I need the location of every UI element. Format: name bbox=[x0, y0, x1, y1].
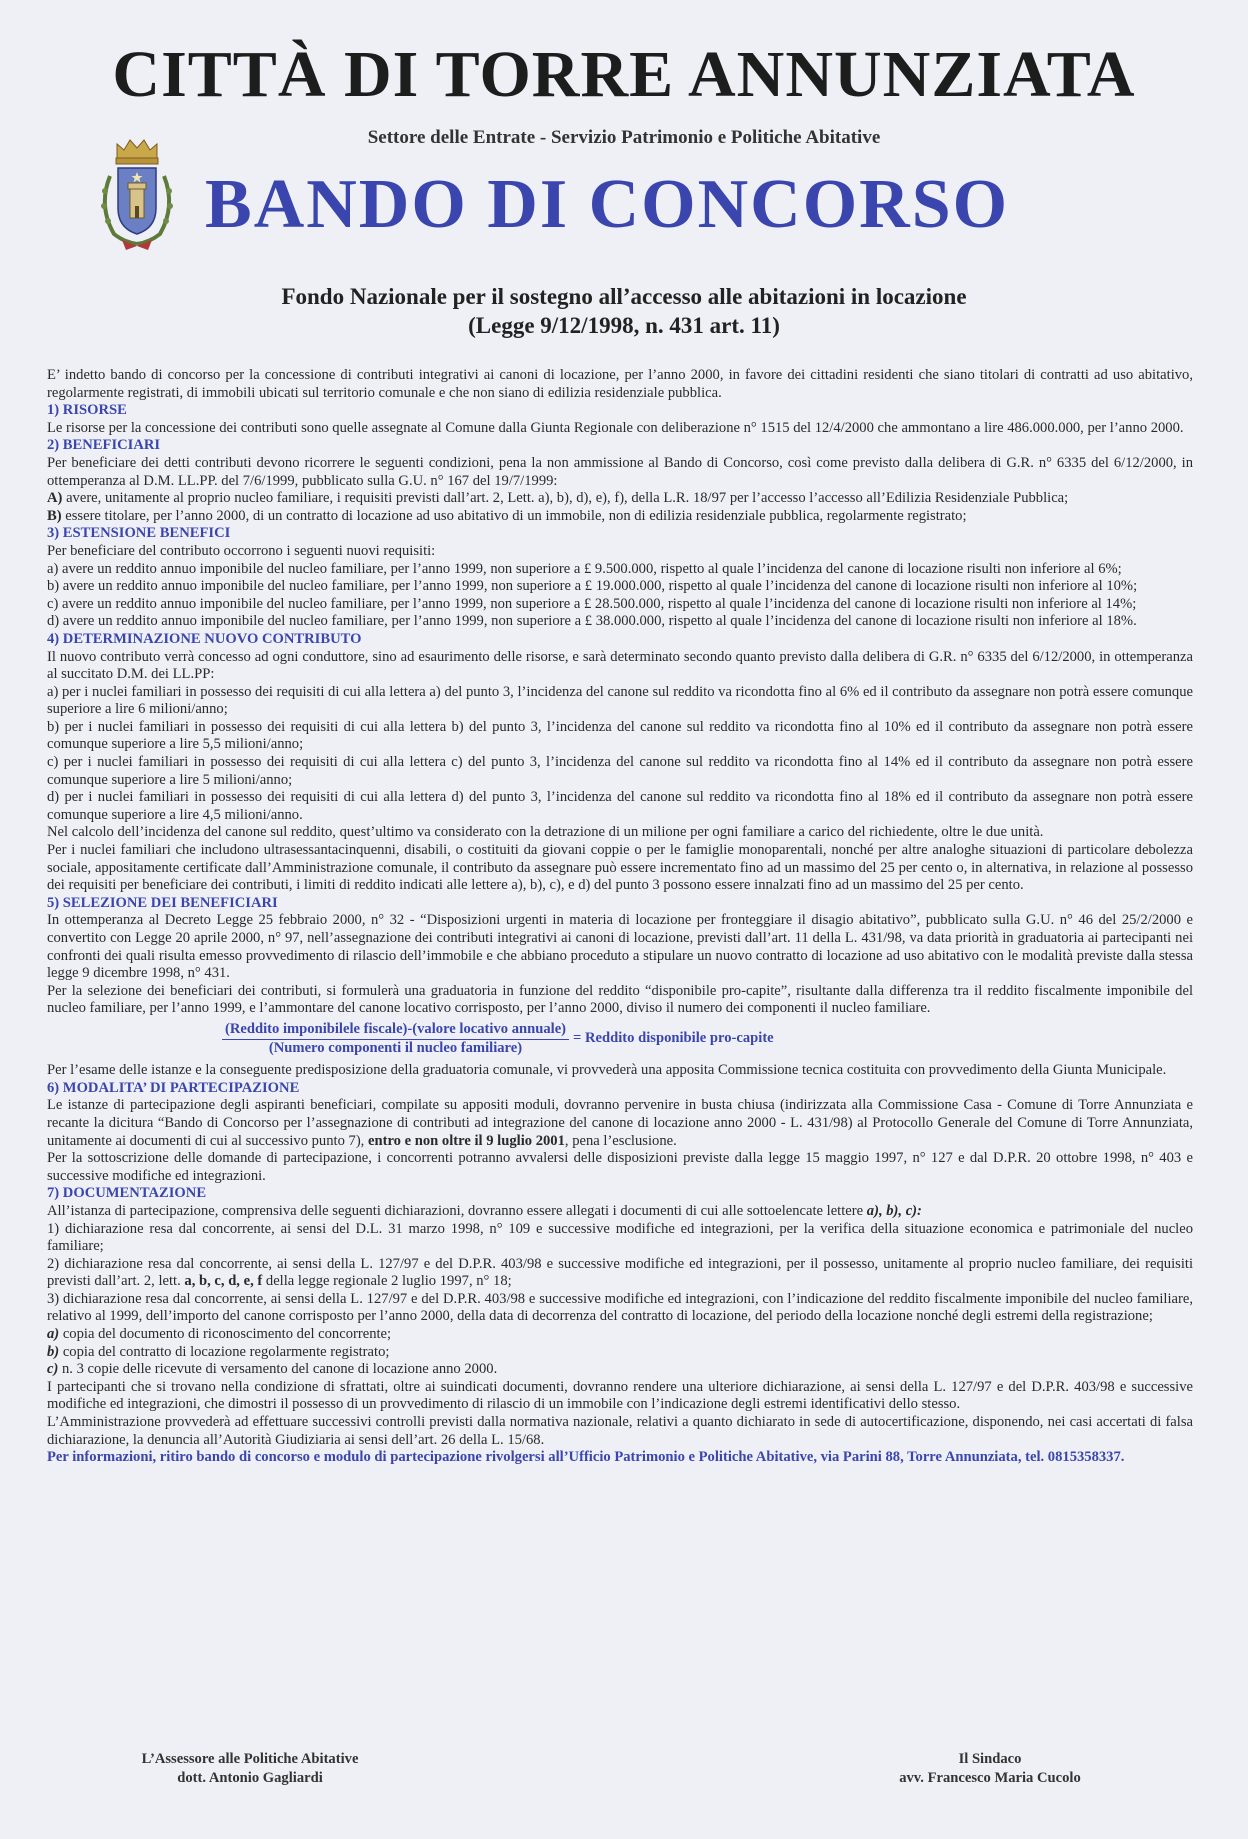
declaration-2-text-b: della legge regionale 2 luglio 1997, n° 18; bbox=[265, 1273, 512, 1290]
section-title-determinazione: 4) DETERMINAZIONE NUOVO CONTRIBUTO bbox=[47, 630, 362, 647]
sfratto-paragraph: I partecipanti che si trovano nella condizione di sfrattati, oltre ai suindicati documenti, dovranno rendere una ulteriore dichiarazione, ai sensi della L. 127/97 e del D.P.R. 403/98 e successive modifiche ed integrazioni, che dimostri il possesso di un provvedimento di rilascio di un immobile con l’indicazione degli estremi identificativi dello stesso. bbox=[47, 1378, 1193, 1413]
formula-numerator: (Reddito imponibilele fiscale)-(valore locativo annuale) bbox=[222, 1021, 569, 1040]
formula-fraction bbox=[222, 1021, 569, 1057]
sindaco-signature bbox=[840, 1750, 1140, 1788]
notice-type-title: BANDO DI CONCORSO bbox=[205, 166, 1010, 243]
controlli-paragraph: L’Amministrazione provvederà ad effettuare successivi controlli previsti dalla normativa nazionale, relativi a quanto dichiarato in sede di autocertificazione, disponendo, nei casi accertati di falsa dichiarazione, la denuncia all’Autorità Giudiziaria ai sensi dell’art. 26 della L. 15/68. bbox=[47, 1414, 1193, 1448]
document-item-b-text: copia del contratto di locazione regolarmente registrato; bbox=[62, 1343, 390, 1360]
beneficiari-text: Per beneficiare dei detti contributi devono ricorrere le seguenti condizioni, pena la non ammissione al Bando di Concorso, così come previsto dalla delibera di G.R. n° 6335 del 6/12/2000, in ottemperanza al D.M. LL.PP. del 7/6/1999, pubblicato sulla G.U. n° 167 del 19/7/1999: bbox=[47, 454, 1193, 489]
condition-a-text: avere, unitamente al proprio nucleo familiare, i requisiti previsti dall’art. 2, Lett. a), b), d), e), f), della L.R. 18/97 per l’accesso l’accesso all’Edilizia Residenziale Pubblica; bbox=[66, 490, 1069, 507]
list-item: c) avere un reddito annuo imponibile del nucleo familiare, per l’anno 1999, non superiore a £ 28.500.000, rispetto al quale l’incidenza del canone di locazione risulti non inferiore al 14%; bbox=[47, 595, 1137, 612]
beneficiari-condition-a bbox=[47, 490, 1193, 508]
contact-info: Per informazioni, ritiro bando di concorso e modulo di partecipazione rivolgersi all’Ufficio Patrimonio e Politiche Abitative, via Parini 88, Torre Annunziata, tel. 0815358337. bbox=[47, 1449, 1125, 1466]
modalita-paragraph-1 bbox=[47, 1097, 1193, 1150]
document-item-c-text: n. 3 copie delle ricevute di versamento del canone di locazione anno 2000. bbox=[62, 1361, 498, 1378]
document-item-b-label: b) bbox=[47, 1343, 60, 1360]
declaration-1: 1) dichiarazione resa dal concorrente, ai sensi del D.L. 31 marzo 1998, n° 109 e successive modifiche ed integrazioni, per la verifica della situazione economica e patrimoniale del nucleo familiare; bbox=[47, 1220, 1193, 1255]
beneficiari-condition-b bbox=[47, 508, 1193, 526]
document-item-a-text: copia del documento di riconoscimento del concorrente; bbox=[62, 1326, 392, 1343]
condition-b-label: B) bbox=[47, 507, 62, 524]
sindaco-name: avv. Francesco Maria Cucolo bbox=[899, 1770, 1081, 1786]
estensione-intro: Per beneficiare del contributo occorrono i seguenti nuovi requisiti: bbox=[47, 542, 436, 559]
department-subtitle: Settore delle Entrate - Servizio Patrimonio e Politiche Abitative bbox=[367, 127, 881, 148]
section-title-modalita: 6) MODALITA’ DI PARTECIPAZIONE bbox=[47, 1079, 300, 1096]
declaration-2 bbox=[47, 1256, 1193, 1291]
city-title: CITTÀ DI TORRE ANNUNZIATA bbox=[112, 38, 1136, 111]
intro-paragraph: E’ indetto bando di concorso per la concessione di contributi integrativi ai canoni di locazione, per l’anno 2000, in favore dei cittadini residenti che siano titolari di contratti ad uso abitativo, regolarmente registrati, di immobili ubicati sul territorio comunale e che non siano di edilizia residenziale pubblica. bbox=[47, 367, 1193, 401]
risorse-text: Le risorse per la concessione dei contributi sono quelle assegnate al Comune dalla Giunta Regionale con deliberazione n° 1515 del 12/4/2000 che ammontano a lire 486.000.000, per l’anno 2000. bbox=[47, 419, 1184, 436]
selezione-paragraph-3: Per l’esame delle istanze e la conseguente predisposizione della graduatoria comunale, vi provvederà una apposita Commissione tecnica costituita con provvedimento della Giunta Municipale. bbox=[47, 1062, 1167, 1079]
document-item-c-label: c) bbox=[47, 1361, 59, 1378]
modalita-text-a: Le istanze di partecipazione degli aspiranti beneficiari, compilate su appositi moduli, dovranno pervenire in busta chiusa (indirizzata alla Commissione Casa - Comune di Torre Annunziata e recante la dicitura “Bando di Concorso per l’assegnazione di contributi ad integrazione del canone di locazione anno 2000 - L. 431/98) al Protocollo Generale del Comune di Torre Annunziata, unitamente ai documenti di cui al successivo punto 7), bbox=[47, 1097, 1193, 1149]
selezione-paragraph-2: Per la selezione dei beneficiari dei contributi, si formulerà una graduatoria in funzione del reddito “disponibile pro-capite”, risultante dalla differenza tra il reddito fiscalmente imponibile del nucleo familiare, per l’anno 1999, e l’ammontare del canone locativo corrisposto, per l’anno 2000, diviso il numero dei componenti il nucleo familiare. bbox=[47, 982, 1193, 1017]
declaration-2-letters: a, b, c, d, e, f bbox=[184, 1273, 263, 1290]
formula-denominator: (Numero componenti il nucleo familiare) bbox=[268, 1039, 523, 1056]
list-item: d) avere un reddito annuo imponibile del nucleo familiare, per l’anno 1999, non superiore a £ 38.000.000, rispetto al quale l’incidenza del canone di locazione risulti non inferiore al 18%. bbox=[47, 613, 1137, 630]
declaration-3: 3) dichiarazione resa dal concorrente, ai sensi della L. 127/97 e del D.P.R. 403/98 e successive modifiche ed integrazioni, con l’indicazione del reddito fiscalmente imponibile del nucleo familiare, relativo al 1999, dell’importo del canone corrisposto per l’anno 2000, della data di decorrenza del contratto di locazione, del periodo della locazione nonché degli estremi della registrazione; bbox=[47, 1290, 1193, 1325]
condition-a-label: A) bbox=[47, 490, 63, 507]
modalita-text-b: , pena l’esclusione. bbox=[564, 1132, 677, 1149]
coat-of-arms-icon bbox=[92, 136, 182, 254]
document-item-c bbox=[47, 1361, 1193, 1379]
section-title-selezione: 5) SELEZIONE DEI BENEFICIARI bbox=[47, 894, 278, 911]
heading-line-1: Fondo Nazionale per il sostegno all’accesso alle abitazioni in locazione bbox=[281, 284, 967, 309]
modalita-paragraph-2: Per la sottoscrizione delle domande di partecipazione, i concorrenti potranno avvalersi delle disposizioni previste dalla legge 15 maggio 1997, n° 127 e dal D.P.R. 20 ottobre 1998, n° 403 e successive modifiche ed integrazioni. bbox=[47, 1150, 1193, 1184]
income-formula bbox=[222, 1021, 1193, 1057]
document-item-a bbox=[47, 1326, 1193, 1344]
document-item-a-label: a) bbox=[47, 1326, 60, 1343]
deadline-text: entro e non oltre il 9 luglio 2001 bbox=[368, 1132, 565, 1149]
section-title-estensione: 3) ESTENSIONE BENEFICI bbox=[47, 525, 231, 542]
notice-heading bbox=[0, 282, 1248, 340]
assessore-signature bbox=[100, 1750, 400, 1788]
heading-line-2: (Legge 9/12/1998, n. 431 art. 11) bbox=[468, 313, 780, 338]
section-title-documentazione: 7) DOCUMENTAZIONE bbox=[47, 1185, 207, 1202]
selezione-paragraph-1: In ottemperanza al Decreto Legge 25 febbraio 2000, n° 32 - “Disposizioni urgenti in materia di locazione per fronteggiare il disagio abitativo”, pubblicato sulla G.U. n° 46 del 25/2/2000 e convertito con Legge 20 aprile 2000, n° 97, nell’assegnazione dei contributi integrativi ai canoni di locazione, previsti dall’art. 11 della L. 431/98, va data priorità in graduatoria ai partecipanti nei confronti dei quali risulta emesso provvedimento di rilascio dell’immobile e che abbiano proceduto a stipulare un nuovo contratto di locazione ad uso abitativo con le modalità previste dalla stessa legge 9 dicembre 1998, n° 431. bbox=[47, 912, 1193, 982]
list-item: c) per i nuclei familiari in possesso dei requisiti di cui alla lettera c) del punto 3, l’incidenza del canone sul reddito va ricondotta fino al 14% ed il contributo da assegnare non potrà essere comunque superiore a lire 5 milioni/anno; bbox=[47, 754, 1193, 788]
documentazione-intro-letters: a), b), c): bbox=[866, 1202, 922, 1219]
list-item: d) per i nuclei familiari in possesso dei requisiti di cui alla lettera d) del punto 3, l’incidenza del canone sul reddito va ricondotta fino al 18% ed il contributo da assegnare non potrà essere comunque superiore a lire 4,5 milioni/anno. bbox=[47, 789, 1193, 823]
assessore-role: L’Assessore alle Politiche Abitative bbox=[141, 1751, 359, 1767]
condition-b-text: essere titolare, per l’anno 2000, di un contratto di locazione ad uso abitativo di un immobile, non di edilizia residenziale pubblica, regolarmente registrato; bbox=[65, 507, 967, 524]
determinazione-paragraph-1: Nel calcolo dell’incidenza del canone sul reddito, quest’ultimo va considerato con la detrazione di un milione per ogni familiare a carico del richiedente, oltre le due unità. bbox=[47, 824, 1044, 841]
determinazione-paragraph-2: Per i nuclei familiari che includono ultrasessantacinquenni, disabili, o costituiti da giovani coppie o per le famiglie monoparentali, nonché per altre analoghe situazioni di particolare debolezza sociale, appositamente certificate dall’Amministrazione comunale, il contributo da assegnare può essere incrementato fino ad un massimo del 25 per cento o, in alternativa, in relazione al possesso dei requisiti per beneficiare dei contributi, i limiti di reddito indicati alle lettere a), b), c), e d) del punto 3 possono essere innalzati fino ad un massimo del 25 per cento. bbox=[47, 842, 1193, 894]
section-title-beneficiari: 2) BENEFICIARI bbox=[47, 437, 161, 454]
documentazione-intro-text: All’istanza di partecipazione, comprensiva delle seguenti dichiarazioni, dovranno essere allegati i documenti di cui alle sottoelencate lettere bbox=[47, 1202, 864, 1219]
sindaco-role: Il Sindaco bbox=[958, 1751, 1022, 1767]
documentazione-intro bbox=[47, 1203, 1193, 1221]
list-item: b) per i nuclei familiari in possesso dei requisiti di cui alla lettera b) del punto 3, l’incidenza del canone sul reddito va ricondotta fino al 10% ed il contributo da assegnare non potrà essere comunque superiore a lire 5,5 milioni/anno; bbox=[47, 718, 1193, 753]
section-title-risorse: 1) RISORSE bbox=[47, 402, 127, 419]
list-item: b) avere un reddito annuo imponibile del nucleo familiare, per l’anno 1999, non superiore a £ 19.000.000, rispetto al quale l’incidenza del canone di locazione risulti non inferiore al 10%; bbox=[47, 578, 1138, 595]
notice-body bbox=[47, 367, 1193, 1467]
determinazione-intro: Il nuovo contributo verrà concesso ad ogni conduttore, sino ad esaurimento delle risorse, e sarà determinato secondo quanto previsto dalla delibera di G.R. n° 6335 del 6/12/2000, in ottemperanza al succitato D.M. dei LL.PP: bbox=[47, 648, 1193, 683]
formula-result: = Reddito disponibile pro-capite bbox=[573, 1030, 774, 1047]
document-item-b bbox=[47, 1344, 1193, 1362]
assessore-name: dott. Antonio Gagliardi bbox=[177, 1770, 323, 1786]
list-item: a) per i nuclei familiari in possesso dei requisiti di cui alla lettera a) del punto 3, l’incidenza del canone sul reddito va ricondotta fino al 6% ed il contributo da assegnare non potrà essere comunque superiore a lire 6 milioni/anno; bbox=[47, 683, 1193, 718]
list-item: a) avere un reddito annuo imponibile del nucleo familiare, per l’anno 1999, non superiore a £ 9.500.000, rispetto al quale l’incidenza del canone di locazione risulti non inferiore al 6%; bbox=[47, 560, 1122, 577]
declaration-2-text-a: 2) dichiarazione resa dal concorrente, ai sensi della L. 127/97 e del D.P.R. 403/98 e successive modifiche ed integrazioni, per il possesso, unitamente al proprio nucleo familiare, dei requisiti previsti dall’art. 2, lett. bbox=[47, 1255, 1193, 1290]
